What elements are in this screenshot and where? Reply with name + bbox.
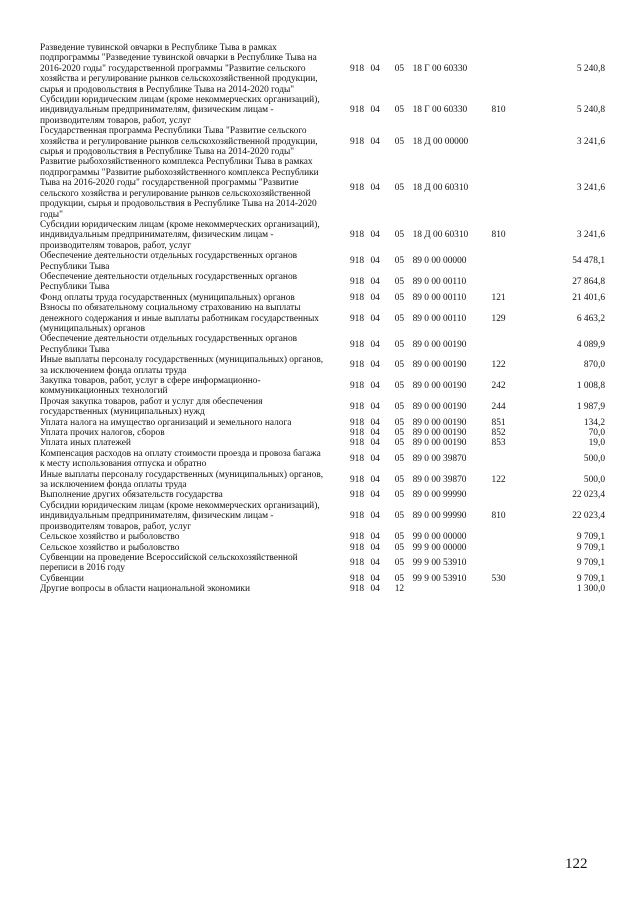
admin-code: 918 xyxy=(349,558,364,569)
row-name: Субвенции на проведение Всероссийской сельскохозяйственной переписи в 2016 году xyxy=(40,552,298,574)
table-row xyxy=(40,303,605,334)
expense-type-code: 244 xyxy=(491,402,506,413)
table-row xyxy=(40,43,605,95)
table-row xyxy=(40,532,605,542)
row-name: Обеспечение деятельности отдельных государственных органов Республики Тыва xyxy=(40,251,298,272)
row-name: Фонд оплаты труда государственных (муниципальных) органов xyxy=(40,292,295,303)
row-name: Субвенции xyxy=(40,573,84,584)
table-row xyxy=(40,584,605,594)
target-article-code: 18 Г 00 60330 xyxy=(412,105,468,116)
admin-code: 918 xyxy=(349,573,364,584)
expense-type-code: 242 xyxy=(491,381,506,392)
target-article-code: 99 9 00 53910 xyxy=(412,573,467,584)
section-code: 04 xyxy=(370,313,380,324)
section-code: 04 xyxy=(370,230,380,241)
table-row xyxy=(40,501,605,532)
target-article-code: 89 0 00 99990 xyxy=(412,511,467,522)
subsection-code: 05 xyxy=(394,558,405,569)
target-article-code: 89 0 00 39870 xyxy=(412,454,467,465)
target-article-code xyxy=(413,584,492,594)
expense-type-code: 122 xyxy=(491,474,506,485)
row-name: Другие вопросы в области национальной экономики xyxy=(40,584,250,595)
amount: 500,0 xyxy=(583,474,605,485)
table-row xyxy=(40,220,605,251)
section-code: 04 xyxy=(370,454,380,465)
expense-type-code xyxy=(492,532,528,542)
admin-code: 918 xyxy=(349,360,364,371)
target-article-code: 89 0 00 00190 xyxy=(412,417,467,428)
admin-code: 918 xyxy=(349,428,364,439)
section-code: 04 xyxy=(370,381,380,392)
expense-type-code xyxy=(492,543,528,553)
section-code: 04 xyxy=(370,277,380,288)
table-row xyxy=(40,157,605,219)
admin-code: 918 xyxy=(349,454,364,465)
target-article-code: 89 0 00 00190 xyxy=(412,428,467,439)
table-row xyxy=(40,95,605,126)
amount: 54 478,1 xyxy=(572,256,605,267)
subsection-code: 05 xyxy=(394,256,405,267)
amount: 22 023,4 xyxy=(572,490,605,501)
subsection-code: 05 xyxy=(394,313,405,324)
row-name: Выполнение других обязательств государства xyxy=(40,490,223,501)
amount: 21 401,6 xyxy=(572,292,605,303)
subsection-code: 05 xyxy=(394,532,405,543)
subsection-code: 05 xyxy=(394,402,405,413)
section-code: 04 xyxy=(370,136,380,147)
section-code: 04 xyxy=(370,474,380,485)
subsection-code: 12 xyxy=(394,584,405,595)
expense-type-code xyxy=(492,157,528,219)
table-row xyxy=(40,272,605,293)
subsection-code: 05 xyxy=(394,428,405,439)
table-row xyxy=(40,293,605,303)
target-article-code: 99 9 00 53910 xyxy=(412,558,467,569)
subsection-code: 05 xyxy=(394,417,405,428)
admin-code: 918 xyxy=(349,542,364,553)
subsection-code: 05 xyxy=(394,542,405,553)
section-code: 04 xyxy=(370,511,380,522)
budget-table-body xyxy=(40,43,605,595)
amount: 1 987,9 xyxy=(576,402,605,413)
target-article-code: 89 0 00 00000 xyxy=(412,256,467,267)
amount: 6 463,2 xyxy=(576,313,605,324)
expense-type-code xyxy=(492,584,528,594)
table-row xyxy=(40,126,605,157)
amount: 3 241,6 xyxy=(576,183,605,194)
subsection-code: 05 xyxy=(394,183,405,194)
amount: 3 241,6 xyxy=(576,136,605,147)
admin-code: 918 xyxy=(349,105,364,116)
target-article-code: 18 Г 00 60330 xyxy=(412,63,468,74)
subsection-code: 05 xyxy=(394,454,405,465)
expense-type-code: 852 xyxy=(491,428,506,439)
amount: 19,0 xyxy=(588,438,605,449)
admin-code: 918 xyxy=(349,277,364,288)
amount: 3 241,6 xyxy=(576,230,605,241)
row-name: Иные выплаты персоналу государственных (муниципальных) органов, за исключением фонда оплаты труда xyxy=(40,355,324,376)
section-code: 04 xyxy=(370,292,380,303)
table-row xyxy=(40,334,605,355)
amount: 1 300,0 xyxy=(576,584,605,595)
expense-type-code: 129 xyxy=(491,313,506,324)
table-row xyxy=(40,574,605,584)
row-name: Разведение тувинской овчарки в Республике Тыва в рамках подпрограммы "Разведение тувинской овчарки в Республике Тыва на 2016-2020 годы" государственной программы "Развитие сельского хозяйства и регулирование рынков сельскохозяйственной продукции, сырья и продовольствия в Республике Тыва на 2014-2020 годы" xyxy=(40,43,318,95)
target-article-code: 99 9 00 00000 xyxy=(412,542,467,553)
target-article-code: 18 Д 00 00000 xyxy=(412,136,469,147)
amount: 1 008,8 xyxy=(576,381,605,392)
subsection-code: 05 xyxy=(394,277,405,288)
expense-type-code: 122 xyxy=(491,360,506,371)
row-name: Закупка товаров, работ, услуг в сфере информационно-коммуникационных технологий xyxy=(40,376,261,397)
table-row xyxy=(40,449,605,470)
target-article-code: 89 0 00 00190 xyxy=(412,402,467,413)
amount: 22 023,4 xyxy=(572,511,605,522)
admin-code: 918 xyxy=(349,313,364,324)
expense-type-code: 810 xyxy=(491,230,506,241)
admin-code: 918 xyxy=(349,292,364,303)
subsection-code: 05 xyxy=(394,381,405,392)
admin-code: 918 xyxy=(349,584,364,595)
admin-code: 918 xyxy=(349,230,364,241)
expense-type-code xyxy=(492,553,528,574)
subsection-code: 05 xyxy=(394,105,405,116)
expense-type-code: 853 xyxy=(491,438,506,449)
expense-type-code xyxy=(492,272,528,293)
amount: 27 864,8 xyxy=(572,277,605,288)
amount: 5 240,8 xyxy=(576,63,605,74)
target-article-code: 89 0 00 00190 xyxy=(412,339,467,350)
row-name: Субсидии юридическим лицам (кроме некоммерческих организаций), индивидуальным предпринимателям, физическим лицам - производителям товаров, работ, услуг xyxy=(40,95,320,126)
target-article-code: 89 0 00 00190 xyxy=(412,360,467,371)
table-row xyxy=(40,428,605,438)
table-row xyxy=(40,251,605,272)
table-row xyxy=(40,418,605,428)
expense-type-code: 851 xyxy=(491,417,506,428)
row-name: Прочая закупка товаров, работ и услуг для обеспечения государственных (муниципальных) нужд xyxy=(40,396,263,418)
admin-code: 918 xyxy=(349,402,364,413)
table-row xyxy=(40,543,605,553)
expense-type-code xyxy=(492,126,528,157)
amount: 9 709,1 xyxy=(576,558,605,569)
target-article-code: 89 0 00 00190 xyxy=(412,381,467,392)
row-name: Сельское хозяйство и рыболовство xyxy=(40,542,180,553)
amount: 9 709,1 xyxy=(576,542,605,553)
target-article-code: 89 0 00 00190 xyxy=(412,438,467,449)
admin-code: 918 xyxy=(349,183,364,194)
admin-code: 918 xyxy=(349,136,364,147)
section-code: 04 xyxy=(370,105,380,116)
amount: 4 089,9 xyxy=(576,339,605,350)
row-name: Субсидии юридическим лицам (кроме некоммерческих организаций), индивидуальным предпринимателям, физическим лицам - производителям товаров, работ, услуг xyxy=(40,219,320,251)
amount: 134,2 xyxy=(583,417,605,428)
section-code: 04 xyxy=(370,438,380,449)
amount: 5 240,8 xyxy=(576,105,605,116)
subsection-code: 05 xyxy=(394,136,405,147)
admin-code: 918 xyxy=(349,417,364,428)
expense-type-code xyxy=(492,490,528,500)
expense-type-code xyxy=(492,334,528,355)
section-code: 04 xyxy=(370,428,380,439)
row-name: Субсидии юридическим лицам (кроме некоммерческих организаций), индивидуальным предпринимателям, физическим лицам - производителям товаров, работ, услуг xyxy=(40,500,320,532)
table-row xyxy=(40,355,605,376)
table-row xyxy=(40,470,605,491)
subsection-code: 05 xyxy=(394,292,405,303)
subsection-code: 05 xyxy=(394,63,405,74)
expense-type-code: 530 xyxy=(491,573,506,584)
row-name: Взносы по обязательному социальному страхованию на выплаты денежного содержания и иные выплаты работникам государственных (муниципальных) органов xyxy=(40,303,319,334)
amount: 870,0 xyxy=(583,360,605,371)
target-article-code: 99 0 00 00000 xyxy=(412,532,467,543)
section-code: 04 xyxy=(370,402,380,413)
table-row xyxy=(40,397,605,418)
row-name: Иные выплаты персоналу государственных (муниципальных) органов, за исключением фонда оплаты труда xyxy=(40,469,324,491)
target-article-code: 89 0 00 39870 xyxy=(412,474,467,485)
admin-code: 918 xyxy=(349,339,364,350)
expense-type-code xyxy=(492,251,528,272)
section-code: 04 xyxy=(370,573,380,584)
section-code: 04 xyxy=(370,584,380,595)
target-article-code: 89 0 00 99990 xyxy=(412,490,467,501)
expense-type-code: 810 xyxy=(491,105,506,116)
section-code: 04 xyxy=(370,542,380,553)
expense-type-code xyxy=(492,43,528,95)
admin-code: 918 xyxy=(349,532,364,543)
target-article-code: 18 Д 00 60310 xyxy=(412,230,469,241)
subsection-code: 05 xyxy=(394,490,405,501)
table-row xyxy=(40,438,605,448)
amount: 9 709,1 xyxy=(576,532,605,543)
target-article-code: 89 0 00 00110 xyxy=(412,277,467,288)
table-row xyxy=(40,553,605,574)
admin-code: 918 xyxy=(349,474,364,485)
admin-code: 918 xyxy=(349,381,364,392)
row-name: Сельское хозяйство и рыболовство xyxy=(40,532,180,543)
target-article-code: 89 0 00 00110 xyxy=(412,313,467,324)
table-row xyxy=(40,376,605,397)
admin-code: 918 xyxy=(349,256,364,267)
row-name: Развитие рыбохозяйственного комплекса Республики Тыва в рамках подпрограммы "Развитие рыбохозяйственного комплекса Республики Тыва на 2016-2020 годы" государственной программы "Развитие сельского хозяйства и регулирование рынков сельскохозяйственной продукции, сырья и продовольствия в Республике Тыва на 2014-2020 годы" xyxy=(40,157,319,220)
subsection-code: 05 xyxy=(394,474,405,485)
subsection-code: 05 xyxy=(394,438,405,449)
row-name: Уплата прочих налогов, сборов xyxy=(40,428,165,439)
row-name: Уплата иных платежей xyxy=(40,438,131,449)
amount: 70,0 xyxy=(588,428,605,439)
row-name: Обеспечение деятельности отдельных государственных органов Республики Тыва xyxy=(40,271,298,293)
section-code: 04 xyxy=(370,339,380,350)
row-name: Обеспечение деятельности отдельных государственных органов Республики Тыва xyxy=(40,334,298,355)
admin-code: 918 xyxy=(349,511,364,522)
expense-type-code: 121 xyxy=(491,292,506,303)
amount: 500,0 xyxy=(583,454,605,465)
subsection-code: 05 xyxy=(394,573,405,584)
budget-table xyxy=(40,43,605,595)
section-code: 04 xyxy=(370,256,380,267)
section-code: 04 xyxy=(370,490,380,501)
section-code: 04 xyxy=(370,417,380,428)
row-name: Компенсация расходов на оплату стоимости проезда и провоза багажа к месту использования отпуска и обратно xyxy=(40,448,321,470)
row-name: Государственная программа Республики Тыва "Развитие сельского хозяйства и регулирование рынков сельскохозяйственной продукции, сырья и продовольствия в Республике Тыва на 2014-2020 годы" xyxy=(40,126,318,158)
expense-type-code: 810 xyxy=(491,511,506,522)
admin-code: 918 xyxy=(349,438,364,449)
expense-type-code xyxy=(492,449,528,470)
amount: 9 709,1 xyxy=(576,573,605,584)
target-article-code: 18 Д 00 60310 xyxy=(412,183,469,194)
section-code: 04 xyxy=(370,558,380,569)
section-code: 04 xyxy=(370,360,380,371)
target-article-code: 89 0 00 00110 xyxy=(412,292,467,303)
subsection-code: 05 xyxy=(394,339,405,350)
table-row xyxy=(40,490,605,500)
subsection-code: 05 xyxy=(394,511,405,522)
section-code: 04 xyxy=(370,63,380,74)
row-name: Уплата налога на имущество организаций и земельного налога xyxy=(40,417,292,428)
subsection-code: 05 xyxy=(394,230,405,241)
admin-code: 918 xyxy=(349,490,364,501)
page-number: 122 xyxy=(565,856,588,872)
admin-code: 918 xyxy=(349,63,364,74)
section-code: 04 xyxy=(370,183,380,194)
subsection-code: 05 xyxy=(394,360,405,371)
section-code: 04 xyxy=(370,532,380,543)
